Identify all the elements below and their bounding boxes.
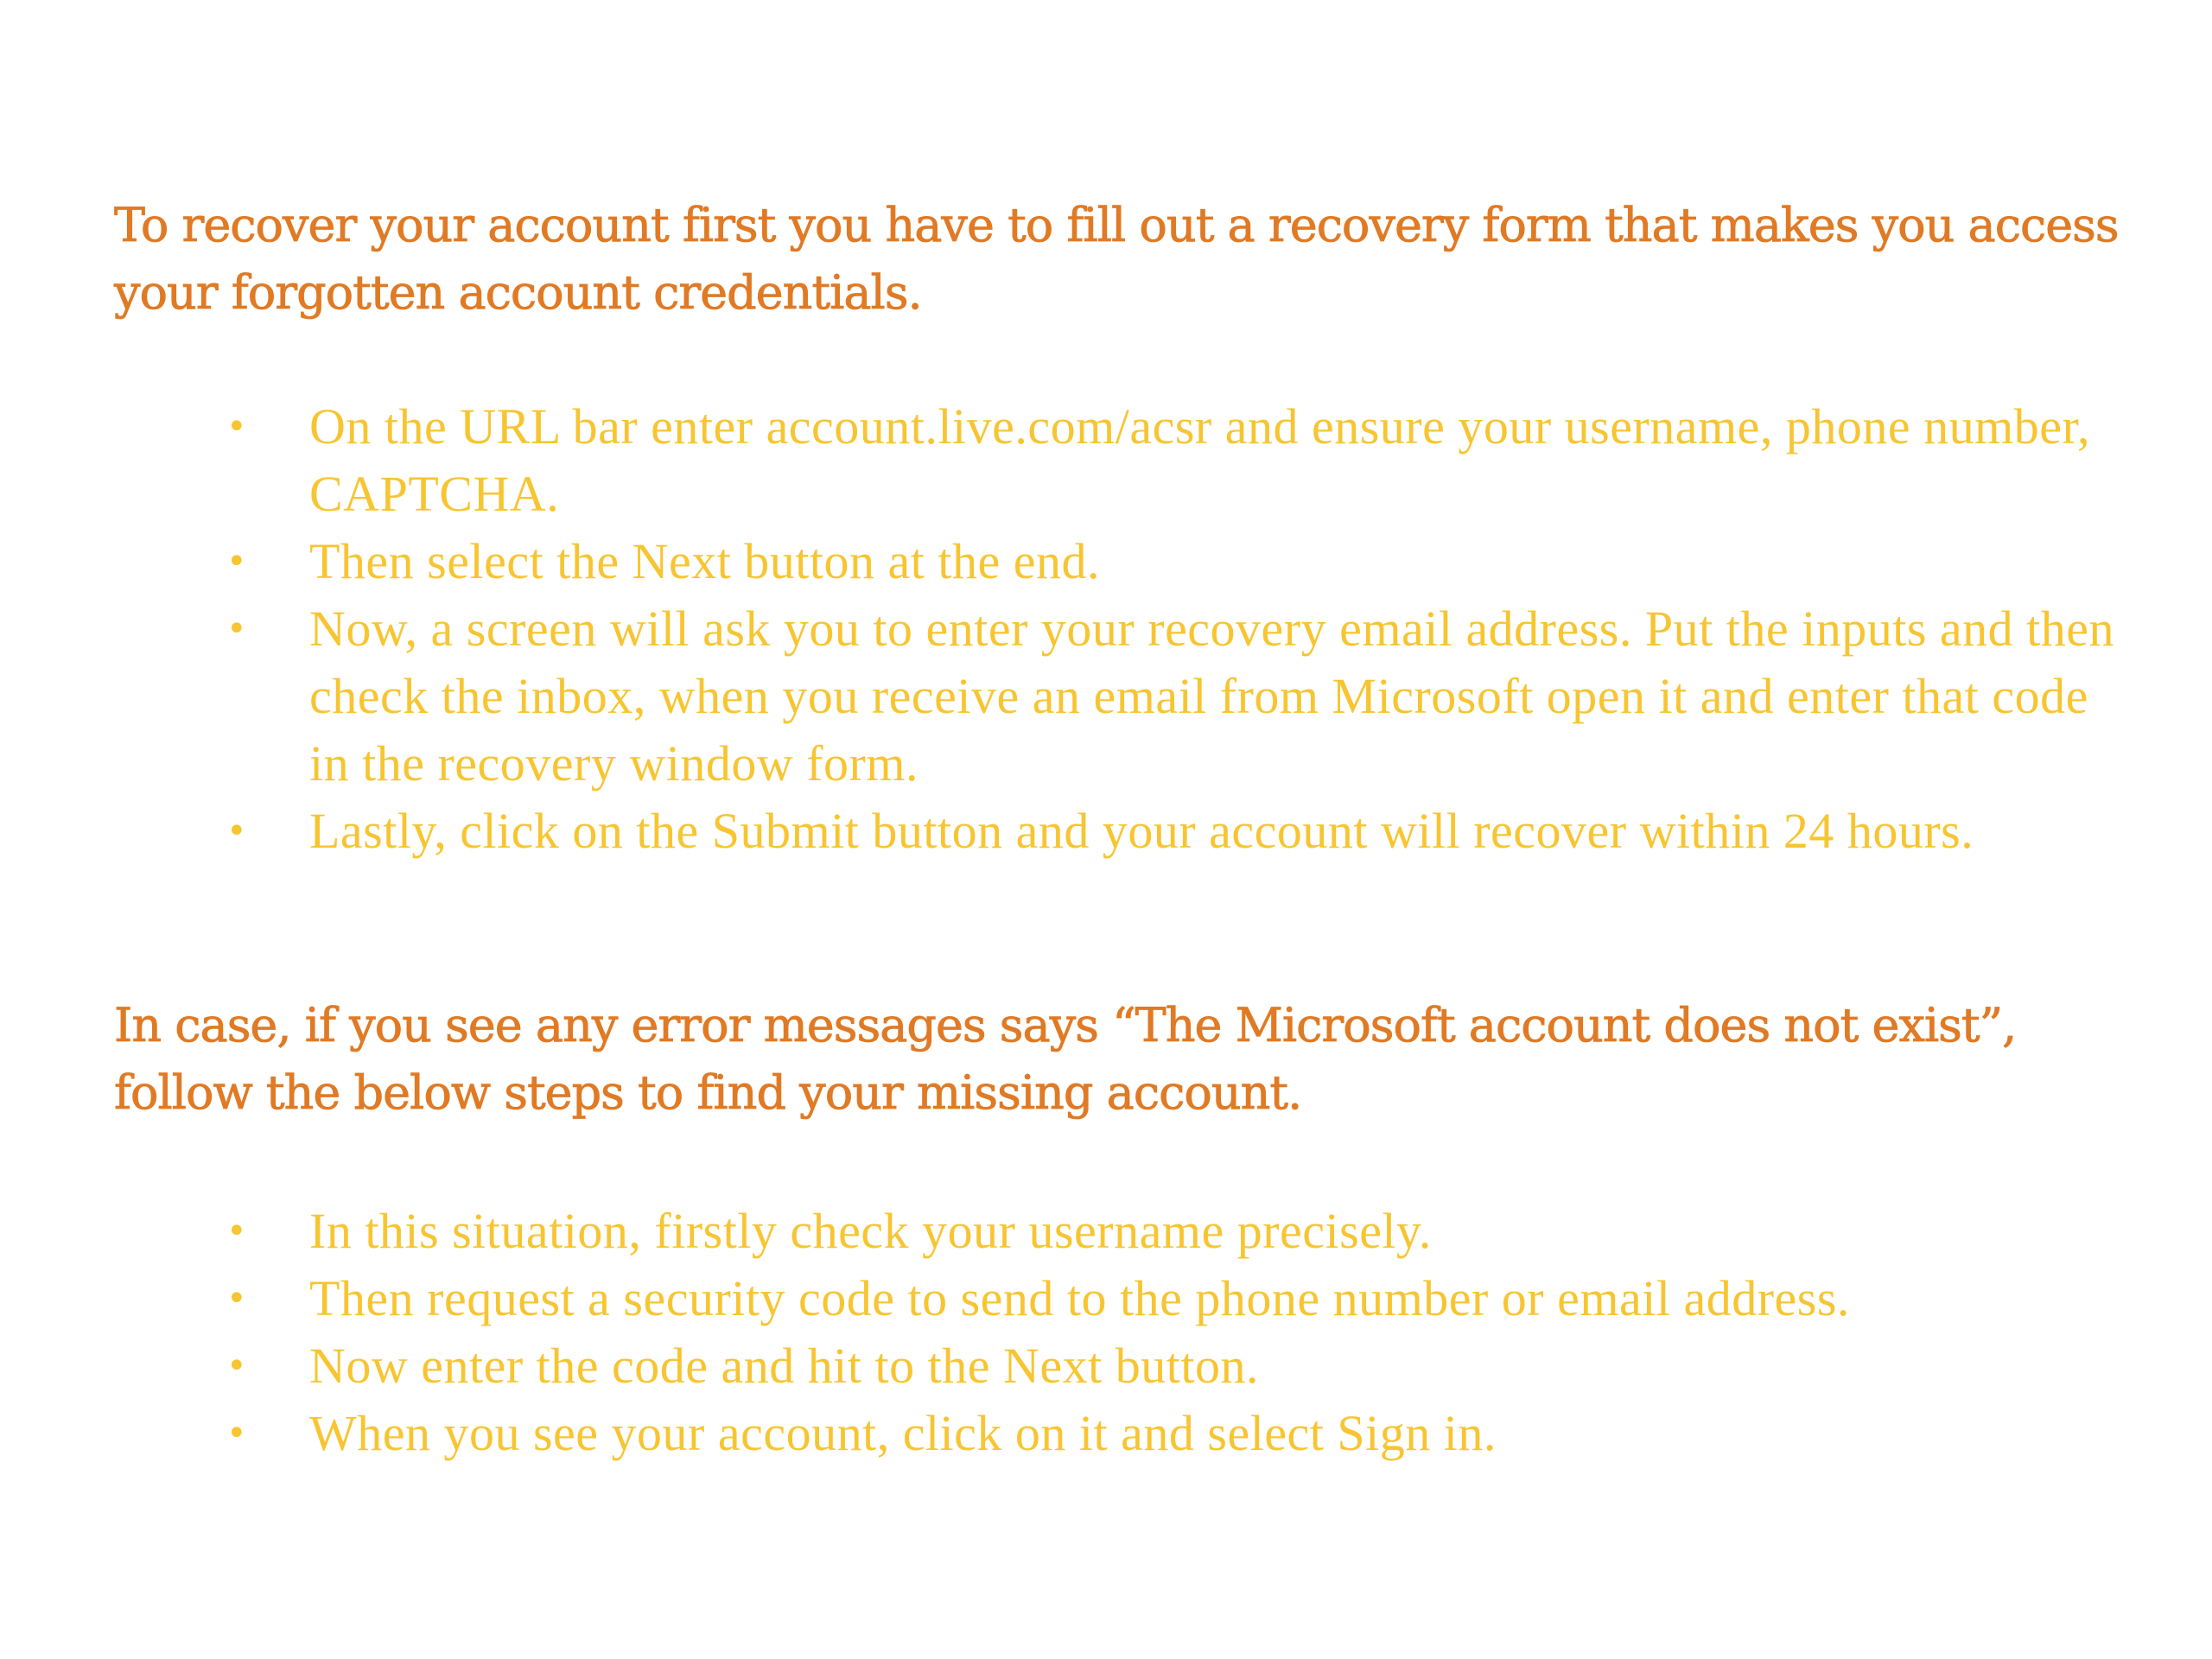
bullet-icon: • bbox=[226, 811, 248, 851]
list-item-text: Lastly, click on the Submit button and your account will recover within 24 hours. bbox=[309, 803, 1974, 859]
list-item-text: When you see your account, click on it and select Sign in. bbox=[309, 1405, 1497, 1461]
bullet-icon: • bbox=[226, 1414, 248, 1453]
bullet-icon: • bbox=[226, 1211, 248, 1251]
list-item-text: Now, a screen will ask you to enter your recovery email address. Put the inputs and then check the inbox, when you receive an email from Microsoft open it and enter that code in the recovery window form. bbox=[309, 601, 2115, 791]
list-item bbox=[226, 1265, 2127, 1332]
list-item-text: In this situation, firstly check your username precisely. bbox=[309, 1203, 1432, 1259]
section-1-heading: To recover your account first you have to fill out a recovery form that makes you access your forgotten account credentials. bbox=[114, 198, 2119, 320]
bullet-icon: • bbox=[226, 542, 248, 582]
list-item-text: Then request a security code to send to the phone number or email address. bbox=[309, 1270, 1850, 1326]
bullet-icon: • bbox=[226, 1279, 248, 1319]
bullet-icon: • bbox=[226, 609, 248, 649]
list-item bbox=[226, 798, 2127, 865]
section-1-bullet-list bbox=[226, 393, 2127, 865]
list-item-text: Now enter the code and hit to the Next button. bbox=[309, 1338, 1259, 1394]
section-2-heading: In case, if you see any error messages says “The Microsoft account does not exist”, follow the below steps to find your missing account. bbox=[114, 998, 2017, 1120]
list-item bbox=[226, 1198, 2127, 1265]
list-item-text: Then select the Next button at the end. bbox=[309, 533, 1100, 589]
bullet-icon: • bbox=[226, 1346, 248, 1386]
list-item-text: On the URL bar enter account.live.com/acsr and ensure your username, phone number, CAPTCHA. bbox=[309, 398, 2090, 522]
list-item bbox=[226, 595, 2127, 798]
bullet-icon: • bbox=[226, 407, 248, 447]
list-item bbox=[226, 528, 2127, 595]
list-item bbox=[226, 393, 2127, 528]
list-item bbox=[226, 1400, 2127, 1467]
section-2-bullet-list bbox=[226, 1198, 2127, 1467]
list-item bbox=[226, 1332, 2127, 1400]
